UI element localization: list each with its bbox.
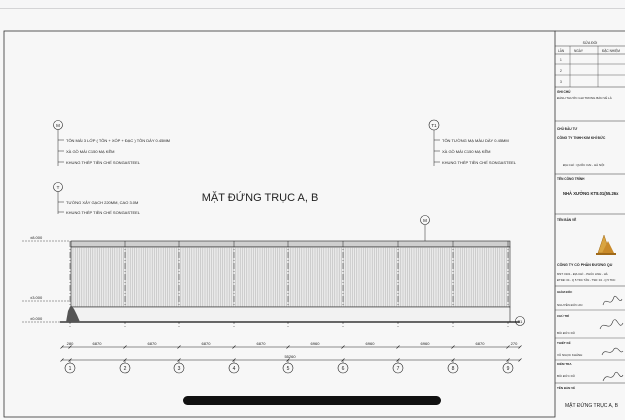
dimension-chain <box>61 341 522 362</box>
grid-label-4: 4 <box>232 366 236 372</box>
grid-axis-4 <box>229 360 239 373</box>
dim-span-7: 6960 <box>365 341 375 346</box>
callout-m-line-1: TÔN MÁI 3 LỚP ( TÔN + XỐP + ĐẠC ) TÔN DÀY 0.45MM <box>66 138 170 143</box>
grid-label-9: 9 <box>506 366 510 372</box>
callout-t1 <box>429 120 517 166</box>
revision-col-1: LẦN <box>558 49 565 53</box>
grid-axis-9 <box>503 360 513 373</box>
drawing-title: MẶT ĐỨNG TRỤC A, B <box>201 192 319 204</box>
callout-t1-line-2: XÀ GỒ MÁI C150 MẠ KẼM <box>442 149 491 154</box>
grid-axis-2 <box>120 360 130 373</box>
role-3-title: THIẾT KẾ <box>557 341 571 345</box>
building-elevation <box>60 241 520 327</box>
company-address-1: MST: 0101 - ĐỊA CHỈ: - PHÚC LINH - HÀ <box>557 272 608 276</box>
role-3-name: VŨ NGỌC KHÁNH <box>557 353 583 357</box>
signatures <box>600 296 623 381</box>
note-label: GHI CHÚ <box>557 90 571 94</box>
drawing-sheet[interactable] <box>0 9 625 420</box>
callout-t-line-1: TƯỜNG XÂY GẠCH 220MM, CAO 3.0M <box>66 200 139 205</box>
dim-span-10: 270 <box>510 341 518 346</box>
brick-wall-base <box>71 307 510 322</box>
title-block <box>555 40 625 409</box>
dim-span-2: 6870 <box>92 341 102 346</box>
home-indicator-bar[interactable] <box>183 396 441 405</box>
company-address-2: ĐTDĐ: 04 - Q 5 TDC TẦN - TSD: 04 - Q 5 TDC <box>557 278 616 282</box>
revision-row-2: 2 <box>560 69 562 73</box>
dim-span-3: 6870 <box>147 341 157 346</box>
owner-label: CHỦ ĐẦU TƯ <box>557 127 578 131</box>
elevation-drawing <box>0 9 625 420</box>
grid-axes <box>65 360 513 373</box>
role-4-title: KIỂM TRA <box>557 362 572 366</box>
dim-span-5: 6870 <box>256 341 266 346</box>
project-name: NHÀ XƯỞNG KT8.01(55.26x <box>563 191 619 196</box>
right-tag-t1: T1 <box>517 319 523 324</box>
callout-m-line-2: XÀ GỒ MÁI C150 MẠ KẼM <box>66 149 115 154</box>
grid-label-2: 2 <box>123 366 127 372</box>
dim-span-4: 6870 <box>201 341 211 346</box>
owner-name: CÔNG TY TNHH KIM KHÍ ĐỨC <box>557 136 606 140</box>
sheet-title: MẶT ĐỨNG TRỤC A, B <box>565 403 618 409</box>
callout-t-tag: T <box>56 185 60 190</box>
grid-axis-7 <box>393 360 403 373</box>
grid-label-8: 8 <box>451 366 455 372</box>
grid-label-7: 7 <box>396 366 400 372</box>
note-text: ĐẢNH THƯỚC GHI TRONG BẢN VẼ LÀ <box>557 96 612 100</box>
owner-address: ĐỊA CHỈ : QUỐC OAI - HÀ NỘI <box>563 163 605 167</box>
role-1-title: GIÁM ĐỐC <box>557 290 573 294</box>
drawing-label: TÊN BẢN VẼ <box>557 218 577 222</box>
right-tag-m: M <box>423 218 427 223</box>
callout-m-line-3: KHUNG THÉP TIỀN CHẾ SONGASTEEL <box>66 160 141 165</box>
revision-header: SỬA ĐỔI <box>582 41 598 45</box>
dim-span-9: 6870 <box>475 341 485 346</box>
role-2-name: BÙI ĐỨC DŨ <box>557 331 575 335</box>
revision-col-3: ĐẶC NHIỆM <box>602 49 620 53</box>
dim-span-1: 280 <box>66 341 74 346</box>
grid-axis-8 <box>448 360 458 373</box>
level-markers <box>22 235 70 322</box>
callout-m <box>54 121 170 167</box>
grid-axis-5 <box>283 360 293 373</box>
role-4-name: BÙI ĐỨC DŨ <box>557 374 575 378</box>
callout-t1-line-1: TÔN TƯỜNG MẠ MÀU DÀY 0.45MM <box>442 138 509 143</box>
role-1-name: NGUYỄN ĐỨC AN <box>557 303 583 307</box>
dim-span-8: 6960 <box>420 341 430 346</box>
grid-axis-3 <box>174 360 184 373</box>
role-2-title: CHỦ TRÌ <box>557 314 570 318</box>
dim-total: 55260 <box>284 354 296 359</box>
callout-t1-line-3: KHUNG THÉP TIỀN CHẾ SONGASTEEL <box>442 160 517 165</box>
callout-t-line-2: KHUNG THÉP TIỀN CHẾ SONGASTEEL <box>66 210 141 215</box>
grid-label-6: 6 <box>341 366 345 372</box>
grid-label-3: 3 <box>177 366 181 372</box>
level-ground: ±0.000 <box>30 316 43 321</box>
app-top-bar <box>0 0 625 9</box>
company-logo <box>596 235 616 255</box>
drawing-frame <box>4 31 555 417</box>
grid-label-1: 1 <box>68 366 72 372</box>
revision-row-1: 1 <box>560 58 562 62</box>
grid-axis-1 <box>65 360 75 373</box>
level-mid: ±3.000 <box>30 295 43 300</box>
dim-span-6: 6960 <box>310 341 320 346</box>
revision-row-3: 3 <box>560 80 562 84</box>
level-top: ±8.000 <box>30 235 43 240</box>
callout-t1-tag: T1 <box>431 123 437 128</box>
company-name: CÔNG TY CỔ PHẦN ĐƯƠNG QU <box>557 263 613 267</box>
revision-col-2: NGÀY <box>574 49 584 53</box>
sheet-label: TÊN BẢN VẼ <box>557 386 576 390</box>
grid-label-5: 5 <box>286 366 290 372</box>
callout-m-tag: M <box>56 123 60 128</box>
grid-axis-6 <box>338 360 348 373</box>
project-label: TÊN CÔNG TRÌNH <box>557 177 585 181</box>
callout-t <box>54 183 141 216</box>
